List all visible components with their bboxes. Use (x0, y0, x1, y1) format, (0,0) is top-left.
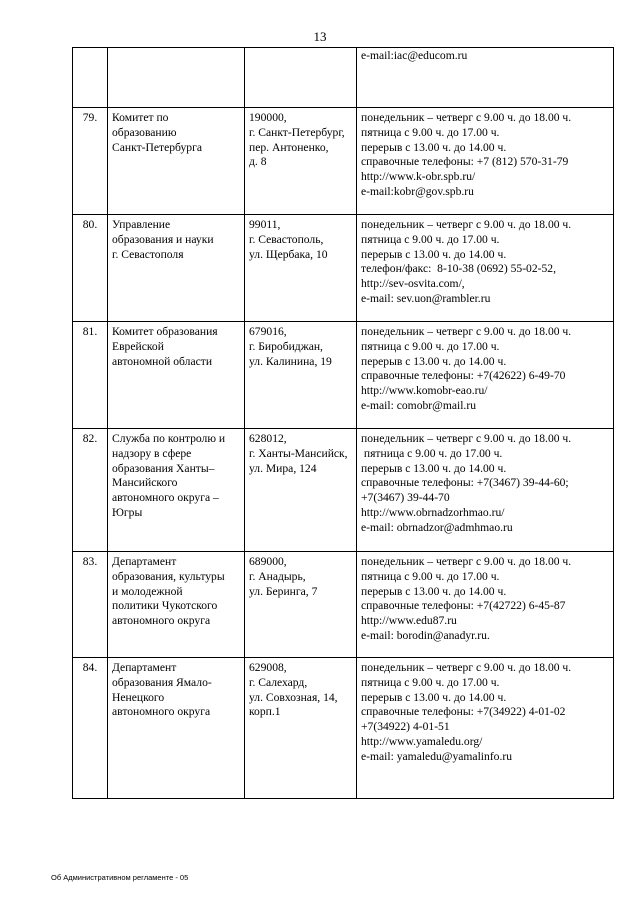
address-cell (245, 48, 357, 108)
contact-cell (357, 429, 614, 552)
contact-line: http://www.obrnadzorhmao.ru/ (361, 505, 505, 519)
table-row (73, 108, 614, 215)
name-line: надзору в сфере (112, 446, 192, 460)
name-cell (108, 215, 245, 322)
contact-line: перерыв с 13.00 ч. до 14.00 ч. (361, 690, 507, 704)
name-cell (108, 322, 245, 429)
contact-line: телефон/факс: 8-10-38 (0692) 55-02-52, (361, 262, 556, 276)
contact-line: пятница с 9.00 ч. до 17.00 ч. (361, 446, 503, 460)
contact-cell (357, 108, 614, 215)
contact-line: понедельник – четверг с 9.00 ч. до 18.00 ч. (361, 111, 572, 124)
contact-line: справочные телефоны: +7(42722) 6-45-87 (361, 599, 566, 613)
name-cell (108, 108, 245, 215)
table-row (73, 429, 614, 552)
name-line: Комитет по (112, 111, 169, 124)
table-row-continued (73, 48, 614, 108)
name-line: автономного округа (112, 614, 211, 628)
contact-line: понедельник – четверг с 9.00 ч. до 18.00 ч. (361, 218, 572, 231)
name-line: Управление (112, 218, 171, 231)
name-line: образования, культуры (112, 569, 225, 583)
contact-line: http://www.yamaledu.org/ (361, 734, 483, 748)
num-cell (73, 48, 108, 108)
contact-line: перерыв с 13.00 ч. до 14.00 ч. (361, 247, 507, 261)
contact-line: пятница с 9.00 ч. до 17.00 ч. (361, 232, 500, 246)
contact-line: e-mail: borodin@anadyr.ru. (361, 628, 490, 642)
row-number: 79. (82, 111, 98, 124)
contact-line: справочные телефоны: +7 (812) 570-31-79 (361, 155, 569, 169)
name-line: образования и науки (112, 232, 214, 246)
address-line: 689000, (249, 555, 287, 568)
address-line: ул. Совхозная, 14, (249, 690, 338, 704)
contact-line: пятница с 9.00 ч. до 17.00 ч. (361, 569, 500, 583)
address-line: д. 8 (249, 155, 267, 169)
contact-line: справочные телефоны: +7(42622) 6-49-70 (361, 369, 566, 383)
contact-line: e-mail: yamaledu@yamalinfo.ru (361, 749, 513, 763)
address-line: г. Ханты-Мансийск, (249, 446, 348, 460)
num-cell (73, 429, 108, 552)
name-line: образования Ямало- (112, 675, 212, 689)
contact-line: пятница с 9.00 ч. до 17.00 ч. (361, 125, 500, 139)
name-line: Ненецкого (112, 690, 165, 704)
contact-cell (357, 552, 614, 658)
name-line: образованию (112, 125, 177, 139)
contact-line: +7(34922) 4-01-51 (361, 720, 450, 734)
contact-line: понедельник – четверг с 9.00 ч. до 18.00 ч. (361, 661, 572, 674)
contact-line: +7(3467) 39-44-70 (361, 491, 450, 505)
contact-line: перерыв с 13.00 ч. до 14.00 ч. (361, 140, 507, 154)
name-cell (108, 429, 245, 552)
address-line: 629008, (249, 661, 287, 674)
address-cell (245, 658, 357, 799)
num-cell (73, 108, 108, 215)
table-row (73, 658, 614, 799)
contact-line: http://www.komobr-eao.ru/ (361, 384, 488, 398)
contact-cell (357, 48, 614, 108)
name-line: Мансийского (112, 476, 178, 490)
name-cell (108, 658, 245, 799)
footer-caption: Об Административном регламенте - 05 (51, 873, 189, 882)
name-line: Департамент (112, 661, 177, 674)
num-cell (73, 658, 108, 799)
contact-line: справочные телефоны: +7(3467) 39-44-60; (361, 476, 569, 490)
name-line: автономного округа (112, 705, 211, 719)
name-line: автономного округа – (112, 491, 219, 505)
name-cell (108, 48, 245, 108)
num-cell (73, 552, 108, 658)
table-row (73, 215, 614, 322)
page-number: 13 (313, 29, 327, 44)
address-cell (245, 429, 357, 552)
name-line: Департамент (112, 555, 177, 568)
address-cell (245, 108, 357, 215)
address-cell (245, 322, 357, 429)
row-number: 81. (82, 325, 98, 338)
address-line: 190000, (249, 111, 287, 124)
contact-line: http://www.k-obr.spb.ru/ (361, 170, 476, 184)
name-cell (108, 552, 245, 658)
num-cell (73, 215, 108, 322)
address-cell (245, 215, 357, 322)
name-line: Комитет образования (112, 325, 218, 338)
contact-line: справочные телефоны: +7(34922) 4-01-02 (361, 705, 566, 719)
contact-cell (357, 322, 614, 429)
address-line: г. Севастополь, (249, 232, 324, 246)
address-line: 679016, (249, 325, 287, 338)
contact-line: понедельник – четверг с 9.00 ч. до 18.00 ч. (361, 432, 572, 445)
contact-cell (357, 215, 614, 322)
name-line: Еврейской (112, 339, 164, 353)
authorities-table (72, 47, 614, 799)
address-line: ул. Мира, 124 (249, 461, 317, 475)
contact-line: http://www.edu87.ru (361, 614, 457, 628)
address-line: пер. Антоненко, (249, 140, 329, 154)
address-line: г. Санкт-Петербург, (249, 125, 345, 139)
contact-line: перерыв с 13.00 ч. до 14.00 ч. (361, 584, 507, 598)
name-line: г. Севастополя (112, 247, 184, 261)
row-number: 82. (82, 432, 98, 445)
address-line: г. Биробиджан, (249, 339, 323, 353)
contact-line: понедельник – четверг с 9.00 ч. до 18.00 ч. (361, 555, 572, 568)
contact-line: e-mail:iac@educom.ru (361, 49, 468, 62)
row-number: 83. (82, 555, 98, 568)
contact-line: понедельник – четверг с 9.00 ч. до 18.00 ч. (361, 325, 572, 338)
name-line: Югры (112, 505, 143, 519)
address-line: 628012, (249, 432, 287, 445)
contact-line: e-mail: obrnadzor@admhmao.ru (361, 520, 513, 534)
contact-line: пятница с 9.00 ч. до 17.00 ч. (361, 339, 500, 353)
address-line: ул. Беринга, 7 (249, 584, 318, 598)
contact-line: http://sev-osvita.com/, (361, 277, 465, 291)
name-line: политики Чукотского (112, 599, 218, 613)
contact-line: перерыв с 13.00 ч. до 14.00 ч. (361, 354, 507, 368)
num-cell (73, 322, 108, 429)
row-number: 80. (82, 218, 98, 231)
contact-line: e-mail: sev.uon@rambler.ru (361, 291, 491, 305)
address-line: г. Салехард, (249, 675, 308, 689)
address-line: 99011, (249, 218, 281, 231)
address-line: корп.1 (249, 705, 281, 719)
address-line: ул. Щербака, 10 (249, 247, 328, 261)
contact-line: пятница с 9.00 ч. до 17.00 ч. (361, 675, 500, 689)
contact-cell (357, 658, 614, 799)
contact-line: e-mail:kobr@gov.spb.ru (361, 184, 474, 198)
name-line: Служба по контролю и (112, 432, 226, 445)
contact-line: e-mail: comobr@mail.ru (361, 398, 476, 412)
address-line: ул. Калинина, 19 (249, 354, 332, 368)
name-line: Санкт-Петербурга (112, 140, 202, 154)
table-row (73, 552, 614, 658)
name-line: и молодежной (112, 584, 183, 598)
contact-line: перерыв с 13.00 ч. до 14.00 ч. (361, 461, 507, 475)
name-line: автономной области (112, 354, 213, 368)
table-row (73, 322, 614, 429)
row-number: 84. (82, 661, 98, 674)
address-cell (245, 552, 357, 658)
name-line: образования Ханты– (112, 461, 215, 475)
address-line: г. Анадырь, (249, 569, 306, 583)
